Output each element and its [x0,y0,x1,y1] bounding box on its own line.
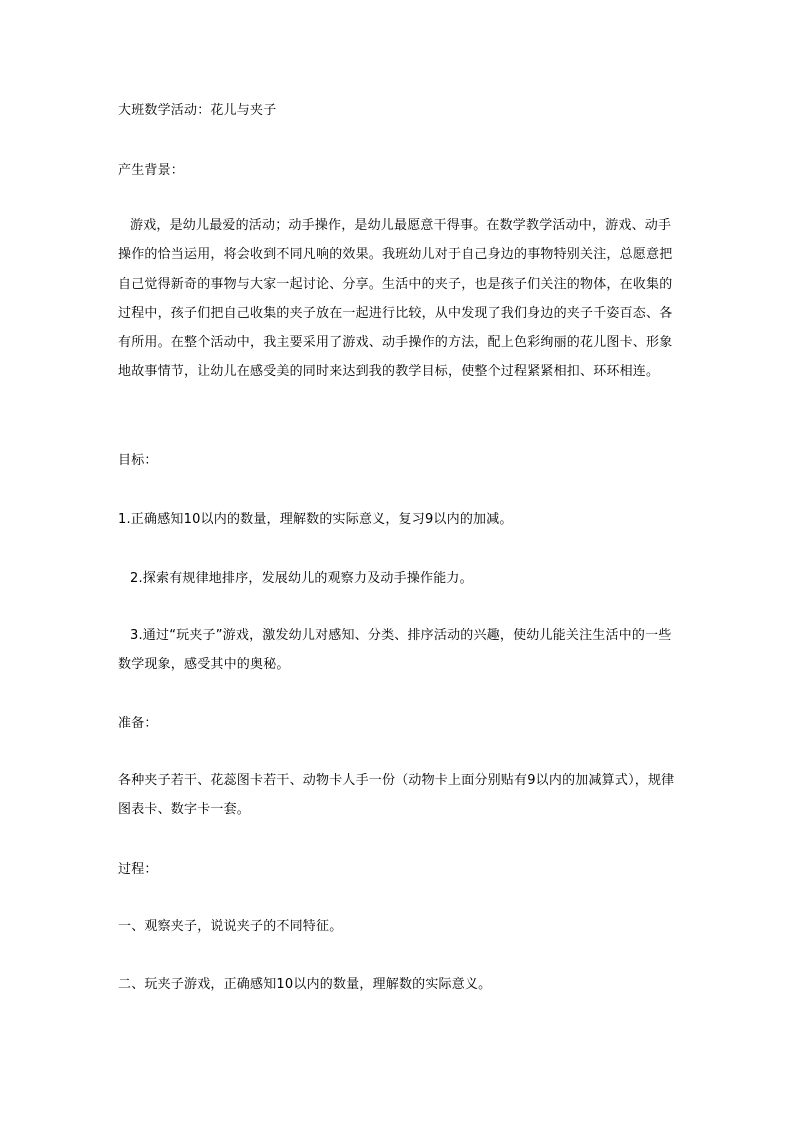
preparation-heading: 准备： [118,716,158,731]
preparation-paragraph: 各种夹子若干、花蕊图卡若干、动物卡人手一份（动物卡上面分别贴有9以内的加减算式），规律图表卡、数字卡一套。 [118,773,675,818]
process-step-1: 一、观察夹子，说说夹子的不同特征。 [118,919,343,934]
background-paragraph: 游戏，是幼儿最爱的活动；动手操作，是幼儿最愿意干得事。在数学教学活动中，游戏、动手操作的恰当运用，将会收到不同凡响的效果。我班幼儿对于自己身边的事物特别关注，总愿意把自己觉得新奇的事物与大家一起讨论、分享。生活中的夹子，也是孩子们关注的物体，在收集的过程中，孩子们把自己收集的夹子放在一起进行比较，从中发现了我们身边的夹子千姿百态、各有所用。在整个活动中，我主要采用了游戏、动手操作的方法，配上色彩绚丽的花儿图卡、形象地故事情节，让幼儿在感受美的同时来达到我的教学目标，使整个过程紧紧相扣、环环相连。 [118,218,673,380]
goal-item-3: 3.通过“玩夹子”游戏，激发幼儿对感知、分类、排序活动的兴趣，使幼儿能关注生活中的一些数学现象，感受其中的奥秘。 [118,628,672,673]
document-title: 大班数学活动：花儿与夹子 [118,103,277,118]
process-step-2: 二、玩夹子游戏，正确感知10以内的数量，理解数的实际意义。 [118,977,492,992]
goal-item-1: 1.正确感知10以内的数量，理解数的实际意义，复习9以内的加减。 [118,512,513,527]
goal-item-2: 2.探索有规律地排序，发展幼儿的观察力及动手操作能力。 [130,571,473,586]
goals-heading: 目标： [118,453,158,468]
process-heading: 过程： [118,862,158,877]
background-heading: 产生背景： [118,163,185,178]
